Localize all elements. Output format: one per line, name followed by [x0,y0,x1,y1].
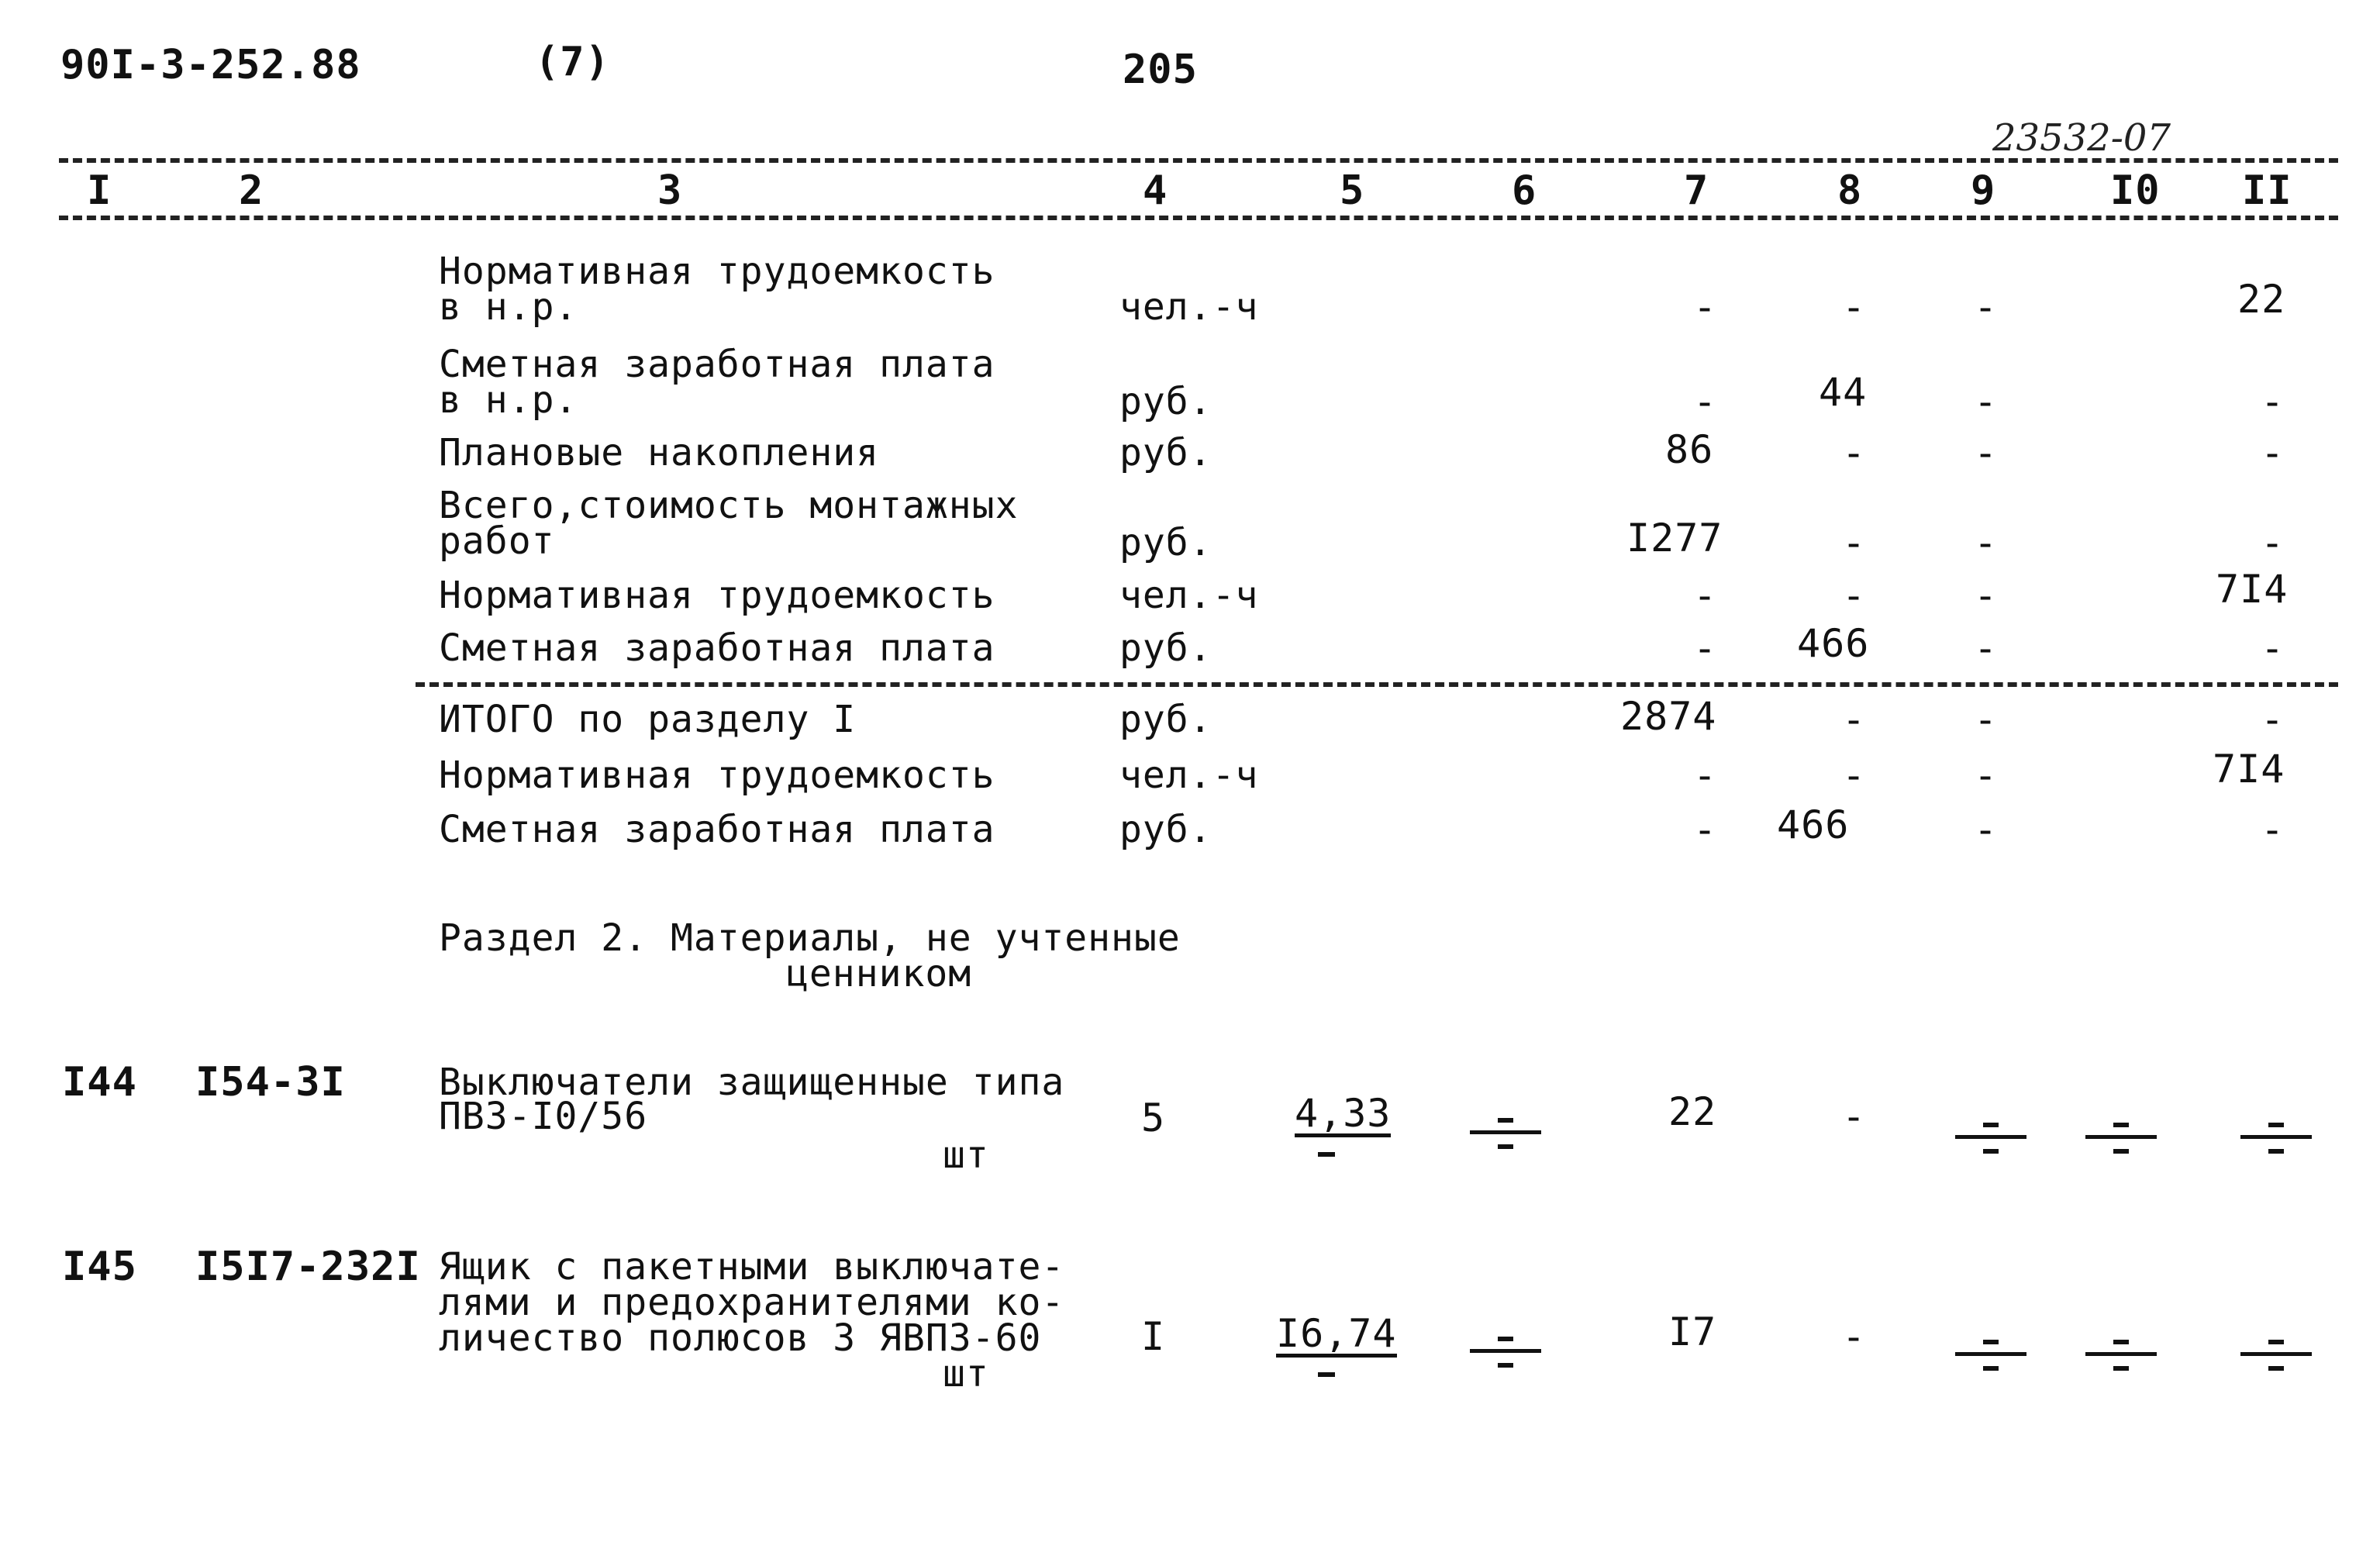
row-unit: руб. [1119,521,1212,564]
cell-col7: - [1693,807,1718,852]
empty-fraction-col11 [2240,1330,2312,1377]
header-top-rule [59,158,2338,163]
row-name-line1: Нормативная трудоемкость [439,574,995,617]
empty-fraction-col10 [2085,1330,2157,1377]
page-number: 205 [1123,47,1198,93]
item-name-line3: личество полюсов 3 ЯВПЗ-60 [439,1316,1042,1360]
row-name-line1: Сметная заработная плата [439,343,995,386]
cell-col9: - [1974,430,1999,475]
cell-col8: 44 [1819,370,1868,415]
column-header-9: 9 [1971,167,1996,214]
cell-col8: 466 [1777,802,1850,847]
cell-col8: - [1842,753,1867,798]
cell-col11: 22 [2237,277,2286,322]
item-position: I44 [62,1059,137,1106]
row-name-line2: в н.р. [439,378,578,422]
section-title-line1: Раздел 2. Материалы, не учтенные [439,916,1181,960]
item-name-line1: Выключатели защищенные типа [439,1061,1065,1104]
header-bottom-rule [59,216,2338,220]
item-position: I45 [62,1244,137,1290]
cell-col11: 7I4 [2216,567,2289,612]
cell-col9: - [1974,285,1999,329]
empty-fraction-col9 [1955,1330,2026,1377]
item-name-line1: Ящик с пакетными выключате- [439,1245,1065,1289]
cell-col11: - [2261,807,2285,852]
cell-col7: I277 [1626,516,1723,561]
row-unit: чел.-ч [1119,285,1259,329]
row-unit: руб. [1119,808,1212,851]
item-quantity: 5 [1141,1095,1166,1140]
cell-col9: - [1974,753,1999,798]
cell-col7: 22 [1668,1089,1717,1134]
empty-fraction-col11 [2240,1113,2312,1160]
cell-col8: - [1842,430,1867,475]
cell-col11: - [2261,520,2285,565]
empty-fraction-col6 [1470,1109,1541,1155]
cell-col9: - [1974,807,1999,852]
cell-col7: I7 [1668,1309,1717,1354]
item-name-line2: лями и предохранителями ко- [439,1281,1065,1324]
cell-col8: - [1842,285,1867,329]
cell-col8: - [1842,1314,1867,1359]
cell-col7: - [1693,379,1718,424]
cell-col11: - [2261,626,2285,671]
item-unit-price: 4,33 [1295,1091,1392,1136]
empty-fraction-col10 [2085,1113,2157,1160]
cell-col7: 86 [1665,427,1714,472]
cell-col9: - [1974,379,1999,424]
row-name-line1: Сметная заработная плата [439,626,995,670]
column-header-11: II [2242,167,2292,214]
row-unit: руб. [1119,431,1212,474]
item-name-line2: ПВЗ-I0/56 [439,1095,648,1138]
cell-col8: 466 [1797,621,1870,666]
archive-stamp: 23532-07 [1992,116,2171,160]
empty-fraction-col6 [1470,1327,1541,1374]
cell-col11: 7I4 [2213,747,2285,792]
item-quantity: I [1141,1314,1166,1359]
item-unit: шт [943,1133,989,1177]
column-header-6: 6 [1512,167,1537,214]
column-header-8: 8 [1837,167,1863,214]
column-header-7: 7 [1684,167,1709,214]
column-header-1: I [87,167,112,214]
row-name-line1: Всего,стоимость монтажных [439,484,1019,527]
column-header-4: 4 [1143,167,1168,214]
row-name-line1: Плановые накопления [439,431,880,474]
item-unit-price: I6,74 [1276,1311,1397,1356]
row-unit: руб. [1119,380,1212,423]
row-name-line1: Сметная заработная плата [439,808,995,851]
document-code: 90I-3-252.88 [60,42,361,88]
cell-col8: - [1842,573,1867,618]
column-header-5: 5 [1340,167,1365,214]
cell-col9: - [1974,697,1999,742]
item-price-code: I54-3I [195,1059,346,1106]
item-unit: шт [943,1352,989,1396]
section-total-rule [416,682,2338,687]
section-title-line2: ценником [786,952,972,995]
row-unit: руб. [1119,698,1212,741]
column-header-3: 3 [657,167,683,214]
row-name-line1: Нормативная трудоемкость [439,250,995,293]
cell-col7: 2874 [1620,694,1717,739]
empty-fraction-col9 [1955,1113,2026,1160]
cell-col7: - [1693,573,1718,618]
cell-col7: - [1693,285,1718,329]
cell-col11: - [2261,697,2285,742]
row-unit: чел.-ч [1119,574,1259,617]
cell-col11: - [2261,430,2285,475]
sheet-number: (7) [535,39,610,85]
row-name-line1: ИТОГО по разделу I [439,698,857,741]
price-sub-dash [1318,1152,1335,1157]
cell-col9: - [1974,520,1999,565]
cell-col7: - [1693,753,1718,798]
cell-col8: - [1842,1094,1867,1139]
cell-col9: - [1974,573,1999,618]
price-sub-dash [1318,1372,1335,1377]
cell-col9: - [1974,626,1999,671]
row-name-line2: работ [439,519,555,563]
row-name-line2: в н.р. [439,285,578,329]
column-header-2: 2 [239,167,264,214]
cell-col11: - [2261,379,2285,424]
row-unit: руб. [1119,626,1212,670]
cell-col8: - [1842,520,1867,565]
item-price-code: I5I7-232I [195,1244,421,1290]
column-header-10: I0 [2110,167,2161,214]
cell-col8: - [1842,697,1867,742]
cell-col7: - [1693,626,1718,671]
row-name-line1: Нормативная трудоемкость [439,754,995,797]
row-unit: чел.-ч [1119,754,1259,797]
